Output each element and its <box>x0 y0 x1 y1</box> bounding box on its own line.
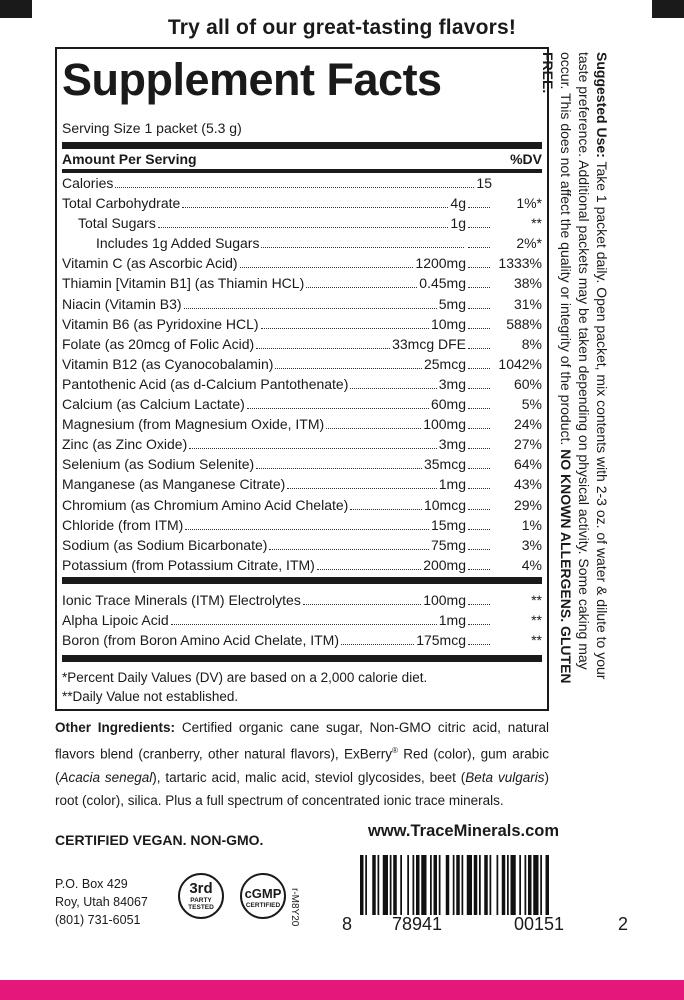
divider-thick <box>62 655 542 662</box>
nutrient-name: Boron (from Boron Amino Acid Chelate, ITM) <box>62 632 339 649</box>
nutrient-row <box>62 590 542 610</box>
barcode-digit: 78941 <box>392 914 443 934</box>
leader-dots <box>158 226 449 228</box>
badge-text: 3rd <box>189 880 213 897</box>
ingredients-text: ) root (color), silica. Plus a full spectrum of concentrated ionic trace minerals. <box>55 769 549 808</box>
leader-dots <box>468 206 490 208</box>
nutrient-dv: 24% <box>513 416 542 433</box>
third-party-tested-badge-icon <box>178 873 224 919</box>
cgmp-certified-badge-icon <box>240 873 286 919</box>
leader-dots <box>468 407 490 409</box>
nutrient-amount: 10mg <box>430 315 466 332</box>
nutrient-dv: 27% <box>513 436 542 453</box>
barcode-digit: 8 <box>342 914 353 934</box>
nutrient-amount: 75mg <box>430 536 466 553</box>
nutrient-name: Pantothenic Acid (as d-Calcium Pantothenate) <box>62 375 349 392</box>
leader-dots <box>468 226 490 228</box>
mailing-address <box>55 875 148 929</box>
nutrient-amount: 1mg <box>438 476 466 493</box>
nutrient-dv: 1333% <box>498 255 542 272</box>
leader-dots <box>185 528 429 530</box>
nutrient-dv: 29% <box>513 496 542 513</box>
nutrient-dv: ** <box>531 591 542 608</box>
phone-number: (801) 731-6051 <box>55 913 141 927</box>
barcode-icon <box>360 855 622 915</box>
nutrient-name: Selenium (as Sodium Selenite) <box>62 456 255 473</box>
leader-dots <box>468 467 490 469</box>
dv-header: %DV <box>510 151 542 167</box>
nutrient-dv: 31% <box>513 295 542 312</box>
leader-dots <box>468 487 490 489</box>
registered-mark: ® <box>392 746 398 755</box>
nutrient-name: Chromium (as Chromium Amino Acid Chelate) <box>62 496 349 513</box>
nutrient-row <box>62 253 542 273</box>
nutrient-name: Vitamin C (as Ascorbic Acid) <box>62 255 238 272</box>
suggested-use-panel <box>540 52 611 702</box>
nutrient-name: Ionic Trace Minerals (ITM) Electrolytes <box>62 591 301 608</box>
nutrient-name: Vitamin B6 (as Pyridoxine HCL) <box>62 315 259 332</box>
badge-text: CERTIFIED <box>245 902 281 909</box>
nutrient-amount: 3mg <box>438 436 466 453</box>
nutrient-dv: 38% <box>513 275 542 292</box>
nutrient-row <box>62 434 542 454</box>
nutrient-row <box>62 610 542 630</box>
ingredients-text: Certified organic cane sugar, Non-GMO citric acid, natural flavors blend (cranberry, other natural flavors), ExBerry <box>55 720 550 762</box>
leader-dots <box>468 548 490 550</box>
nutrient-amount: 1mg <box>438 611 466 628</box>
leader-dots <box>468 246 490 248</box>
nutrient-name: Total Sugars <box>78 215 156 232</box>
footnotes <box>62 668 542 706</box>
nutrient-amount: 3mg <box>438 375 466 392</box>
nutrient-amount: 15 <box>476 175 492 191</box>
footnote-not-established: **Daily Value not established. <box>62 689 239 705</box>
leader-dots <box>468 266 490 268</box>
headline: Try all of our great-tasting flavors! <box>167 16 517 39</box>
amount-per-serving-label: Amount Per Serving <box>62 151 197 167</box>
suggested-use-text <box>539 52 611 702</box>
leader-dots <box>287 487 436 489</box>
leader-dots <box>468 447 490 449</box>
accent-bar <box>0 980 684 1000</box>
leader-dots <box>115 186 474 188</box>
nutrient-dv: 43% <box>513 476 542 493</box>
nutrient-amount: 200mg <box>423 556 466 573</box>
nutrient-amount: 1200mg <box>415 255 466 272</box>
nutrient-rows <box>62 173 542 575</box>
nutrient-row <box>62 193 542 213</box>
footnote-dv: *Percent Daily Values (DV) are based on a 2,000 calorie diet. <box>62 670 428 686</box>
leader-dots <box>256 347 390 349</box>
nutrient-row <box>62 414 542 434</box>
leader-dots <box>275 367 422 369</box>
leader-dots <box>468 347 490 349</box>
nutrient-amount: 33mcg DFE <box>392 335 466 352</box>
nutrient-row <box>62 173 542 193</box>
leader-dots <box>468 508 490 510</box>
nutrient-dv: 4% <box>521 556 542 573</box>
nutrient-row <box>62 630 542 650</box>
leader-dots <box>350 508 422 510</box>
serving-size: Serving Size 1 packet (5.3 g) <box>62 120 242 136</box>
leader-dots <box>468 568 490 570</box>
nutrient-name: Magnesium (from Magnesium Oxide, ITM) <box>62 416 325 433</box>
nutrient-row <box>62 233 542 253</box>
nutrient-name: Zinc (as Zinc Oxide) <box>62 436 188 453</box>
amount-per-serving-header <box>62 149 542 169</box>
badge-text: TESTED <box>188 904 214 911</box>
nutrient-dv: 3% <box>521 536 542 553</box>
nutrient-dv: 588% <box>506 315 542 332</box>
nutrient-name: Total Carbohydrate <box>62 195 181 212</box>
leader-dots <box>184 307 437 309</box>
badge-text: cGMP <box>244 886 282 901</box>
leader-dots <box>303 603 421 605</box>
nutrient-row <box>62 374 542 394</box>
nutrient-row <box>62 555 542 575</box>
leader-dots <box>468 603 490 605</box>
certified-statement: CERTIFIED VEGAN. NON-GMO. <box>55 832 264 848</box>
leader-dots <box>468 528 490 530</box>
supplement-facts-panel <box>55 47 549 711</box>
leader-dots <box>171 623 437 625</box>
leader-dots <box>468 286 490 288</box>
nutrient-row <box>62 515 542 535</box>
lot-code: r-M8Y20 <box>289 888 300 927</box>
nutrient-row <box>62 354 542 374</box>
nutrient-dv: 1%* <box>516 195 542 212</box>
leader-dots <box>317 568 421 570</box>
nutrient-amount: 0.45mg <box>419 275 466 292</box>
leader-dots <box>350 387 436 389</box>
extra-nutrient-rows <box>62 590 542 650</box>
nutrient-name: Manganese (as Manganese Citrate) <box>62 476 286 493</box>
nutrient-dv: 64% <box>513 456 542 473</box>
allergen-statement: NO KNOWN ALLERGENS. GLUTEN FREE. <box>540 52 574 684</box>
barcode-digit: 2 <box>618 914 629 934</box>
leader-dots <box>326 427 421 429</box>
nutrient-dv: 1042% <box>498 355 542 372</box>
address-line: P.O. Box 429 <box>55 877 128 891</box>
leader-dots <box>306 286 417 288</box>
leader-dots <box>240 266 414 268</box>
leader-dots <box>468 387 490 389</box>
leader-dots <box>468 643 490 645</box>
leader-dots <box>468 307 490 309</box>
nutrient-row <box>62 394 542 414</box>
leader-dots <box>261 246 464 248</box>
website-link[interactable]: www.TraceMinerals.com <box>368 822 560 840</box>
barcode-digit: 00151 <box>514 914 565 934</box>
nutrient-amount: 100mg <box>423 416 466 433</box>
nutrient-dv: ** <box>531 611 542 628</box>
leader-dots <box>247 407 429 409</box>
nutrient-dv: 5% <box>521 396 542 413</box>
nutrient-amount: 1g <box>450 215 466 232</box>
nutrient-amount: 25mcg <box>423 355 466 372</box>
ingredients-text: Red (color), gum arabic ( <box>55 746 549 785</box>
nutrient-amount: 4g <box>450 195 466 212</box>
nutrient-dv: ** <box>531 632 542 649</box>
leader-dots <box>468 367 490 369</box>
nutrient-amount: 15mg <box>430 516 466 533</box>
suggested-use-label: Suggested Use: <box>594 52 610 158</box>
leader-dots <box>261 327 429 329</box>
nutrient-name: Sodium (as Sodium Bicarbonate) <box>62 536 268 553</box>
nutrient-dv: 1% <box>521 516 542 533</box>
badge-text: PARTY <box>190 897 212 904</box>
nutrient-amount: 60mg <box>430 396 466 413</box>
ingredients-italic: Beta vulgaris <box>465 769 545 785</box>
ingredients-text: ), tartaric acid, malic acid, steviol glycosides, beet ( <box>152 769 466 785</box>
nutrient-amount: 35mcg <box>423 456 466 473</box>
nutrient-amount: 100mg <box>423 591 466 608</box>
nutrient-row <box>62 273 542 293</box>
divider-thick <box>62 577 542 584</box>
divider-thick <box>62 142 542 149</box>
leader-dots <box>269 548 429 550</box>
nutrient-name: Niacin (Vitamin B3) <box>62 295 182 312</box>
suggested-use-body: Take 1 packet daily. Open packet, mix contents with 2-3 oz. of water & dilute to your taste preference. Additional packets may be taken depending on physical activity. Some caking may occur. This does not affect the quality or integrity of the product. <box>558 52 610 680</box>
leader-dots <box>341 643 414 645</box>
nutrient-name: Alpha Lipoic Acid <box>62 611 169 628</box>
nutrient-row <box>62 474 542 494</box>
nutrient-name: Vitamin B12 (as Cyanocobalamin) <box>62 355 274 372</box>
nutrient-name: Thiamin [Vitamin B1] (as Thiamin HCL) <box>62 275 305 292</box>
nutrient-row <box>62 495 542 515</box>
ingredients-italic: Acacia senegal <box>59 769 153 785</box>
nutrient-name: Includes 1g Added Sugars <box>96 235 260 252</box>
leader-dots <box>468 623 490 625</box>
leader-dots <box>189 447 437 449</box>
nutrient-amount: 175mcg <box>416 632 466 649</box>
nutrient-name: Chloride (from ITM) <box>62 516 184 533</box>
leader-dots <box>182 206 448 208</box>
nutrient-name: Calcium (as Calcium Lactate) <box>62 396 245 413</box>
nutrient-row <box>62 314 542 334</box>
address-line: Roy, Utah 84067 <box>55 895 148 909</box>
other-ingredients-label: Other Ingredients: <box>55 720 176 735</box>
nutrient-row <box>62 334 542 354</box>
nutrient-name: Potassium (from Potassium Citrate, ITM) <box>62 556 315 573</box>
leader-dots <box>468 327 490 329</box>
other-ingredients <box>55 716 549 812</box>
leader-dots <box>468 427 490 429</box>
nutrient-row <box>62 454 542 474</box>
nutrient-row <box>62 535 542 555</box>
leader-dots <box>256 467 422 469</box>
nutrient-row <box>62 294 542 314</box>
nutrient-row <box>62 213 542 233</box>
nutrient-amount: 10mcg <box>423 496 466 513</box>
nutrient-amount: 5mg <box>438 295 466 312</box>
nutrient-dv: 60% <box>513 375 542 392</box>
nutrient-dv: 2%* <box>516 235 542 252</box>
nutrient-name: Calories <box>62 175 114 191</box>
nutrient-dv: ** <box>531 215 542 232</box>
nutrient-dv: 8% <box>521 335 542 352</box>
nutrient-name: Folate (as 20mcg of Folic Acid) <box>62 335 255 352</box>
facts-title: Supplement Facts <box>62 54 442 105</box>
